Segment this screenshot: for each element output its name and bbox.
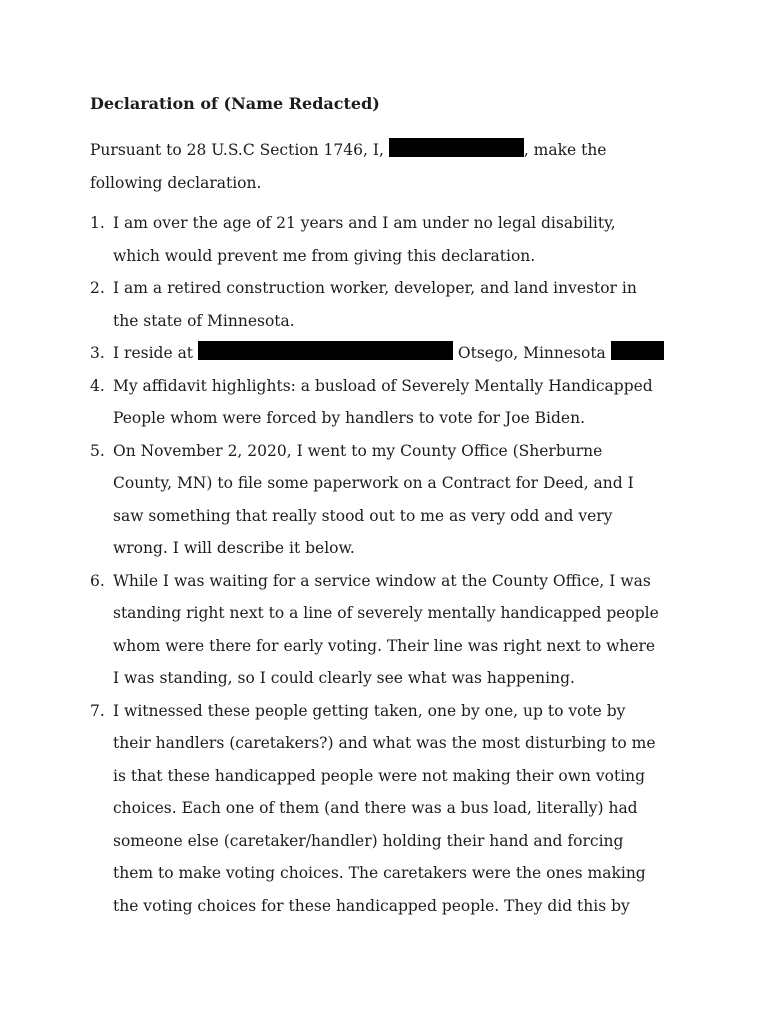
item-line: On November 2, 2020, I went to my County Office (Sherburne — [113, 441, 603, 460]
item-line: choices. Each one of them (and there was a bus load, literally) had — [113, 799, 638, 817]
item-line: I am over the age of 21 years and I am under no legal disability, — [113, 214, 616, 232]
item-line: standing right next to a line of severely mentally handicapped people — [113, 604, 659, 622]
item-line: My affidavit highlights: a busload of Severely Mentally Handicapped — [113, 376, 653, 395]
document-title: Declaration of (Name Redacted) — [90, 94, 380, 113]
list-item — [90, 272, 690, 337]
intro-line-2: following declaration. — [90, 174, 262, 192]
item-line: someone else (caretaker/handler) holding their hand and forcing — [113, 831, 624, 850]
item-line: While I was waiting for a service window at the County Office, I was — [113, 571, 651, 590]
intro-paragraph — [90, 134, 650, 200]
item-line: wrong. I will describe it below. — [113, 539, 355, 557]
item-line: their handlers (caretakers?) and what was the most disturbing to me — [113, 734, 656, 752]
item-line: the voting choices for these handicapped people. They did this by — [113, 896, 630, 915]
list-item — [90, 695, 690, 923]
item-line — [113, 337, 690, 370]
item-text-before: I reside at — [113, 344, 198, 362]
item-number: 2. — [90, 279, 105, 297]
item-line: I witnessed these people getting taken, one by one, up to vote by — [113, 701, 626, 720]
list-item — [90, 565, 690, 695]
list-item — [90, 337, 690, 370]
item-number: 7. — [90, 701, 105, 720]
list-item — [90, 207, 690, 272]
list-item — [90, 435, 690, 565]
redacted-zip-block — [611, 341, 664, 360]
redacted-name-block — [389, 138, 524, 157]
item-number: 3. — [90, 344, 105, 362]
item-number: 6. — [90, 571, 105, 590]
list-item — [90, 370, 690, 435]
item-number: 4. — [90, 376, 105, 395]
item-line: is that these handicapped people were not making their own voting — [113, 766, 646, 785]
item-line: County, MN) to file some paperwork on a Contract for Deed, and I — [113, 474, 634, 492]
item-line: them to make voting choices. The caretakers were the ones making — [113, 864, 646, 882]
declaration-list — [90, 207, 690, 922]
redacted-address-block — [198, 341, 453, 360]
item-line: whom were there for early voting. Their line was right next to where — [113, 636, 656, 655]
item-number: 5. — [90, 441, 105, 460]
item-line: People whom were forced by handlers to vote for Joe Biden. — [113, 409, 586, 427]
intro-text-after: , make the — [523, 141, 607, 159]
intro-line-1 — [90, 134, 650, 167]
item-number: 1. — [90, 214, 105, 232]
intro-text-before: Pursuant to 28 U.S.C Section 1746, I, — [90, 141, 389, 159]
item-line: saw something that really stood out to me as very odd and very — [113, 506, 613, 525]
item-line: I was standing, so I could clearly see what was happening. — [113, 669, 575, 687]
item-line: which would prevent me from giving this declaration. — [113, 246, 536, 265]
item-line: I am a retired construction worker, developer, and land investor in — [113, 279, 637, 297]
item-text-middle: Otsego, Minnesota — [452, 344, 611, 362]
item-line: the state of Minnesota. — [113, 311, 295, 330]
